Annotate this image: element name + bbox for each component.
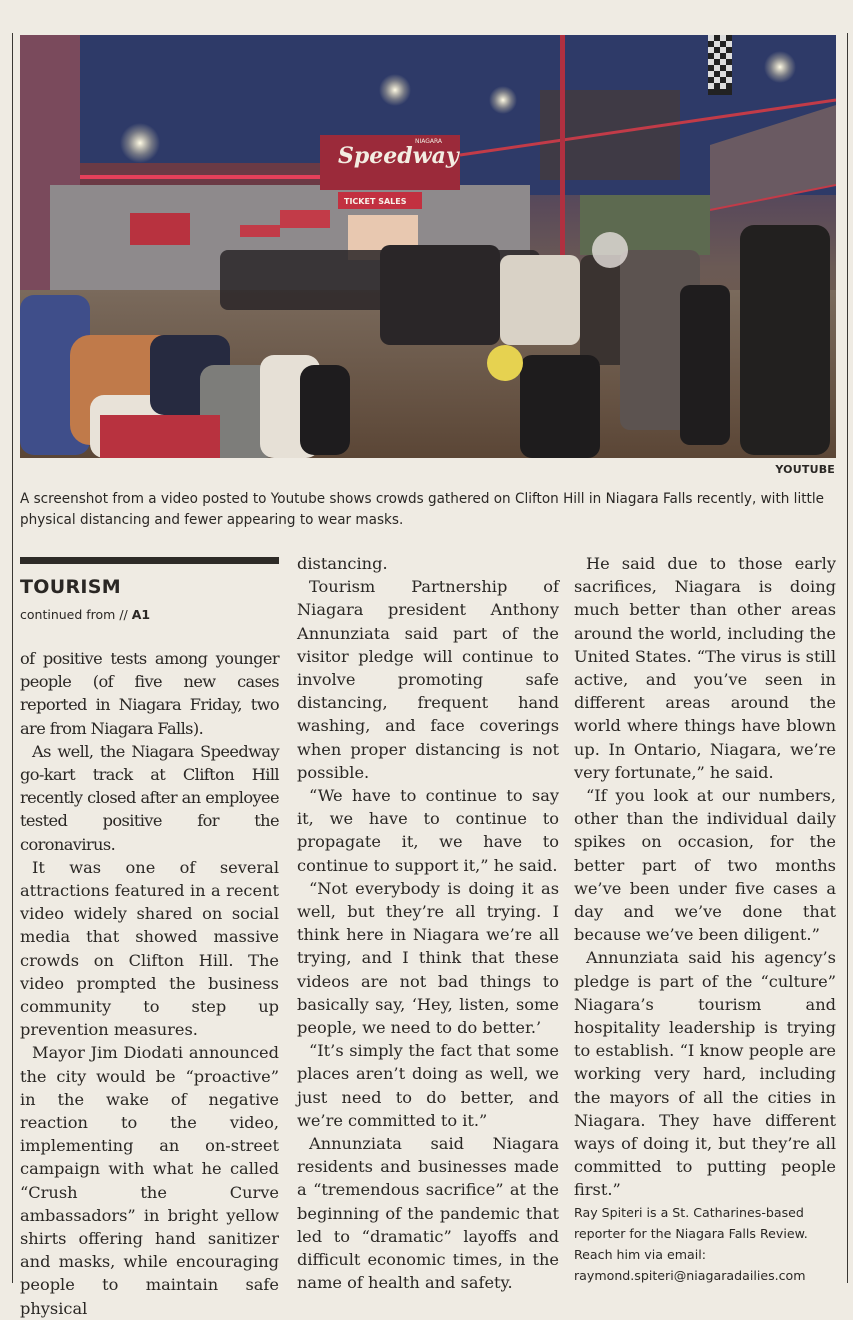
- paragraph: As well, the Niagara Speedway go-kart track at Clifton Hill recently closed after an employee tested positive for the coronavirus.: [20, 741, 279, 854]
- photo-illustration: [20, 35, 836, 458]
- street-lamp: [120, 123, 160, 163]
- white-balloon: [592, 232, 628, 268]
- paragraph: Mayor Jim Diodati announced the city would be “proactive” in the wake of negative reaction to the video, implementing an on-street campaign with what he called “Crush the Curve ambassadors” in bright yellow shirts offering hand sanitizer and masks, while encouraging people to maintain safe physical: [20, 1043, 279, 1318]
- svg-text:TICKET SALES: TICKET SALES: [344, 197, 407, 206]
- svg-text:NIAGARA: NIAGARA: [415, 138, 443, 145]
- continued-from-page-link[interactable]: A1: [131, 607, 151, 622]
- news-photo: [20, 35, 836, 458]
- article-column-3: [574, 552, 836, 1286]
- street-lamp: [489, 86, 517, 114]
- photo-caption: A screenshot from a video posted to Youtube shows crowds gathered on Clifton Hill in Niagara Falls recently, with little physical distancing and fewer appearing to wear masks.: [20, 490, 824, 528]
- photo-credit: YOUTUBE: [775, 463, 835, 476]
- article-column-2: [297, 552, 559, 1295]
- continued-from-label: [20, 603, 150, 626]
- paragraph: “Not everybody is doing it as well, but they’re all trying. I think here in Niagara we’re all trying, and I think that these videos are not bad things to basically say, ‘Hey, listen, some people, we need to do better.’: [297, 878, 559, 1038]
- yellow-balloon: [487, 345, 523, 381]
- red-pole: [560, 35, 565, 275]
- paragraph: distancing.: [297, 554, 388, 573]
- paragraph: Annunziata said his agency’s pledge is part of the “culture” Niagara’s tourism and hospitality leadership is trying to establish. “I know people are working very hard, including the mayors of all the cities in Niagara. They have different ways of doing it, but they’re all committed to putting people first.”: [574, 948, 836, 1200]
- paragraph: It was one of several attractions featured in a recent video widely shared on social media that showed massive crowds on Clifton Hill. The video prompted the business community to step up prevention measures.: [20, 857, 279, 1040]
- paragraph: of positive tests among younger people (of five new cases reported in Niagara Friday, two are from Niagara Falls).: [20, 649, 279, 738]
- street-lamp: [379, 74, 411, 106]
- paragraph: “We have to continue to say it, we have to continue to propagate it, we have to continue to support it,” he said.: [297, 786, 559, 875]
- column-rule-right: [847, 33, 848, 1283]
- paragraph: “If you look at our numbers, other than the individual daily spikes on occasion, for the better part of two months we’ve been under five cases a day and we’ve done that because we’ve been diligent.”: [574, 786, 836, 945]
- paragraph: Tourism Partnership of Niagara president Anthony Annunziata said part of the visitor pledge will continue to involve promoting safe distancing, frequent hand washing, and face coverings when proper distancing is not possible.: [297, 577, 559, 782]
- continued-from-prefix: continued from //: [20, 607, 128, 622]
- column-rule-left: [12, 33, 13, 1283]
- kicker-rule: [20, 557, 279, 564]
- paragraph: He said due to those early sacrifices, Niagara is doing much better than other areas around the world, including the United States. “The virus is still active, and you’ve seen in different areas around the world where things have blown up. In Ontario, Niagara, we’re very fortunate,” he said.: [574, 554, 836, 782]
- svg-text:Speedway: Speedway: [338, 143, 459, 169]
- paragraph: Annunziata said Niagara residents and businesses made a “tremendous sacrifice” at the beginning of the pandemic that led to “dramatic” layoffs and difficult economic times, in the name of health and safety.: [297, 1134, 559, 1293]
- street-lamp: [764, 51, 796, 83]
- column-body: [20, 647, 279, 1320]
- paragraph: “It’s simply the fact that some places aren’t doing as well, we just need to do better, and we’re committed to it.”: [297, 1041, 559, 1130]
- author-bio: Ray Spiteri is a St. Catharines-based reporter for the Niagara Falls Review. Reach him via email: raymond.spiteri@niagaradailies.com: [574, 1204, 808, 1283]
- section-kicker: TOURISM: [20, 576, 121, 598]
